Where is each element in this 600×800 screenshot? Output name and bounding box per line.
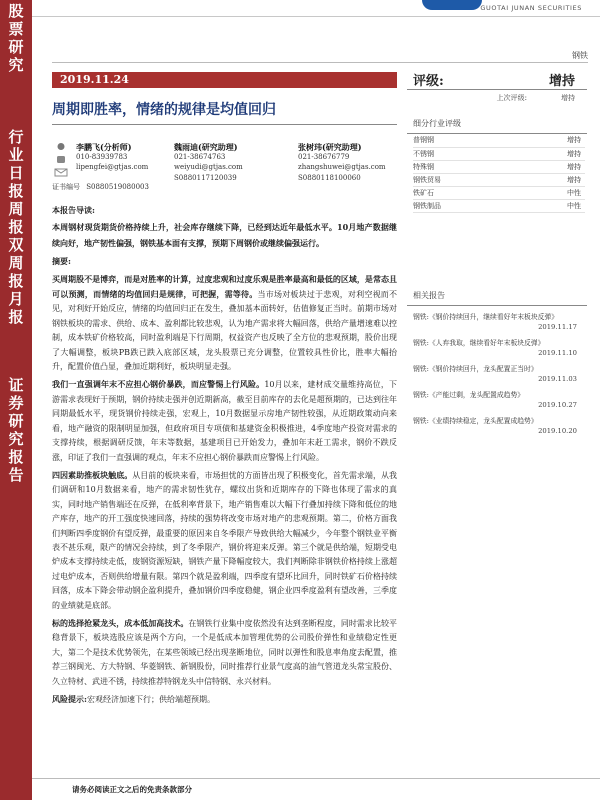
table-row [413,147,585,160]
paragraph-lead: 四因素助推板块触底。 [52,469,133,480]
industry-name: 不锈钢 [413,147,518,160]
sidebar-char: 究 [8,430,24,448]
person-icon [52,142,70,151]
industry-rating: 中性 [518,186,585,199]
email-icon [52,168,70,177]
sidebar-char: 票 [8,20,24,38]
sidebar-char: 周 [8,200,24,218]
cert-number: S0880117120039 [174,174,237,182]
industry-rating: 增持 [518,134,585,147]
sidebar-char: 业 [8,146,24,164]
paragraph-body: 在钢铁行业集中度依然没有达到垄断程度，同时需求比较平稳背景下，板块选股应该是两个方向，一个是低成本加管理优势的公司股价弹性和业绩稳定性更大，第二个是技术优势领先，在某些领域已经出现垄断地位，同时以弹性和股息率角度去配置，推荐三钢闽光、方大特钢、华菱钢铁、新钢股份，同时推荐行业景气度高的油气管道龙头常宝股份、久立特材、武进不锈，持续推荐特钢龙头中信特钢、永兴材料。 [52,618,397,686]
industry-name: 普钢钢 [413,134,518,147]
related-report-date: 2019.11.03 [538,375,577,383]
sidebar-char: 月 [8,290,24,308]
guide-text: 本周钢材现货期货价格持续上升，社会库存继续下降，已经到达近年最低水平。10月地产数据继续向好，地产韧性偏强，钢铁基本面有支撑，预期下周钢价或继续偏强运行。 [52,222,397,248]
industry-name: 特殊钢 [413,160,518,173]
related-report-title[interactable]: 钢铁:《产能过剩，龙头配置成趋势》 [413,391,525,399]
analyst-card [52,142,149,192]
rating-box [407,68,587,104]
analyst-phone: 021-38676779 [298,153,350,161]
related-reports-heading: 相关报告 [407,290,587,306]
previous-rating-label: 上次评级: [496,94,527,102]
cert-number: S0880519080003 [86,183,149,191]
paragraph-lead: 标的选择抢紧龙头，成本低加高技术。 [52,617,189,628]
sidebar-label-securities-report [0,376,32,484]
abstract-heading: 摘要: [52,256,71,267]
analyst-email[interactable]: zhangshuwei@gtjas.com [298,163,386,171]
sidebar-char: 日 [8,164,24,182]
paragraph-body: 从目前的板块来看，市场担忧的方面皆出现了积极变化，首先需求端，从我们调研和10月数据来看，地产的需求韧性犹存，螺纹出货和近期库存的下降也体现了需求的真实，同时地产销售端还在反弹，在低利率背景下，地产销售难以大幅下行叠加持续下降和低位的地产库存，地产的开工强度快速回落，持续的强势将改变市场对地产的悲观预期。第二，价格方面我们判断四季度钢价有望反弹，最重要的原因来自冬季限产导致供给大幅减少，今年整个钢铁业平衡表不甚乐观，限产的情况会持续，到了冬季限产，钢价将迎来反弹。第三个就是供给端，短期受电炉成本支撑持续走低，废钢资源短缺，钢铁产量下降幅度较大，我们判断除非钢铁价格持续上涨超过电炉成本，否则供给增量有限。第四个就是盈利端，四季度有望环比回升，同时铁矿石价格持续回落，成本下降会带动钢企盈利提升，叠加钢价四季度稳健，钢企业四季度盈利有望改善，三季度的业绩就是底部。 [52,470,398,610]
brand-name: GUOTAI JUNAN SECURITIES [480,4,582,12]
analyst-card [298,142,386,183]
cert-number: S0880118100060 [298,174,361,182]
abstract-paragraph [52,468,397,613]
sidebar-char: 报 [8,182,24,200]
company-logo [422,0,482,10]
header-divider [32,16,600,17]
analyst-name: 张树玮(研究助理) [298,142,362,152]
related-reports [407,290,587,436]
paragraph-lead: 我们一直强调年末不应担心钢价暴跌，而应警惕上行风险。 [52,379,265,390]
sidebar-char: 报 [8,218,24,236]
analyst-phone: 021-38674763 [174,153,226,161]
related-report-item[interactable] [407,364,587,384]
sidebar-char: 周 [8,254,24,272]
abstract-paragraph [52,272,397,375]
left-sidebar [0,0,32,800]
risk-paragraph [52,692,397,707]
related-report-title[interactable]: 钢铁:《钢价持续回升，继续看好年末板块反弹》 [413,313,559,321]
sidebar-char: 行 [8,128,24,146]
sub-industry-heading: 细分行业评级 [407,118,587,134]
related-report-date: 2019.11.17 [538,323,577,331]
phone-icon [52,155,70,164]
related-report-title[interactable]: 钢铁:《人弃我取，继续看好年末板块反弹》 [413,339,545,347]
contact-icons [52,142,70,181]
related-report-item[interactable] [407,312,587,332]
analyst-card [174,142,243,183]
industry-name: 钢铁贸易 [413,173,518,186]
report-title: 周期即胜率，情绪的规律是均值回归 [52,102,276,118]
table-row [413,134,585,147]
rating-value: 增持 [548,74,575,89]
cert-label: 证书编号 [52,183,80,191]
sector-divider [52,62,588,63]
industry-rating: 增持 [518,173,585,186]
guide-heading: 本报告导读: [52,205,95,215]
sidebar-char: 证 [8,376,24,394]
disclaimer-note: 请务必阅读正文之后的免责条款部分 [72,785,192,794]
sidebar-char: 报 [8,448,24,466]
sidebar-char: 究 [8,56,24,74]
analyst-email[interactable]: lipengfei@gtjas.com [76,163,149,171]
risk-lead: 风险提示: [52,694,87,704]
industry-rating: 中性 [518,199,585,212]
abstract-paragraph [52,616,397,689]
sidebar-char: 报 [8,272,24,290]
industry-rating: 增持 [518,160,585,173]
related-report-title[interactable]: 钢铁:《钢价持续回升，龙头配置正当时》 [413,365,538,373]
sidebar-label-report-type [0,128,32,326]
report-date: 2019.11.24 [60,73,129,86]
sidebar-char: 股 [8,2,24,20]
related-report-date: 2019.10.20 [538,427,577,435]
analyst-name: 魏雨迪(研究助理) [174,142,238,152]
industry-name: 钢铁制品 [413,199,518,212]
related-report-item[interactable] [407,390,587,410]
table-row [413,186,585,199]
table-row [413,160,585,173]
analyst-name: 李鹏飞(分析师) [76,142,132,152]
related-report-item[interactable] [407,338,587,358]
table-row [413,173,585,186]
risk-body: 宏观经济加速下行；供给端超预期。 [86,695,215,704]
table-row [413,199,585,212]
industry-rating: 增持 [518,147,585,160]
analyst-phone: 010-83939783 [76,153,128,161]
sub-industry-ratings [407,118,587,213]
sidebar-char: 告 [8,466,24,484]
industry-name: 铁矿石 [413,186,518,199]
sidebar-char: 券 [8,394,24,412]
report-summary [52,203,397,710]
sidebar-label-stock-research [0,2,32,74]
title-divider [52,124,397,125]
related-report-date: 2019.11.10 [538,349,577,357]
related-report-date: 2019.10.27 [538,401,577,409]
paragraph-lead: 买周期股不是博弈，而是对胜率的计算，过度悲观和过度乐观是胜率最高和最低的区域，是常态且可以预测，而情绪的均值回归是规律，可把握，需等待。 [52,273,397,300]
sidebar-char: 研 [8,38,24,56]
sidebar-char: 报 [8,308,24,326]
date-bar [52,72,397,88]
related-report-item[interactable] [407,416,587,436]
rating-label: 评级: [413,74,444,89]
sector-tag: 钢铁 [572,51,588,60]
sub-industry-table [413,134,585,213]
abstract-paragraph [52,377,397,464]
sidebar-char: 双 [8,236,24,254]
footer-divider [32,778,600,779]
paragraph-body: 10月以来，建材成交量维持高位，下游需求表现好于预期，钢价持续走强并创近期新高，截至目前库存的去化是超预期的，已达到往年同期最低水平，现货钢价持续走强，宏观上，10月数据显示房地产韧性较强，从近期政策动向来看，地产融资的限制明显加强，但政府项目专项债和基建资金积极推进，4季度地产投资对需求的支撑持续，根据调研反馈，年末等数据，基建项目已开始发力，叠加年末赶工需求，钢价不跌反涨，印证了我们一直强调的观点，年末不应担心钢价暴跌而应警惕上行风险。 [52,380,397,462]
analyst-email[interactable]: weiyudi@gtjas.com [174,163,243,171]
paragraph-body: 当市场对板块过于悲观，对利空视而不见，对利好开始反应，情绪的均值回归正在发生，叠加基本面转好，估值修复正当时。前期市场对钢铁板块的需求、供给、成本、盈利都比较悲观，认为地产需求将大幅回落，供给产量增速难以控制，成本铁矿价格较高，同时盈利端是下行周期，权益资产也反映了全方位的悲观预期，股价出现了大幅调整，板块PB跌已跌入底部区域，龙头股票已充分调整，位置较具性价比，胜率大幅抬升，配置价值凸显，叠加近期利好，板块明显走强。 [52,290,398,372]
previous-rating-value: 增持 [561,94,575,102]
related-report-title[interactable]: 钢铁:《业绩持续稳定，龙头配置成趋势》 [413,417,538,425]
sidebar-char: 研 [8,412,24,430]
